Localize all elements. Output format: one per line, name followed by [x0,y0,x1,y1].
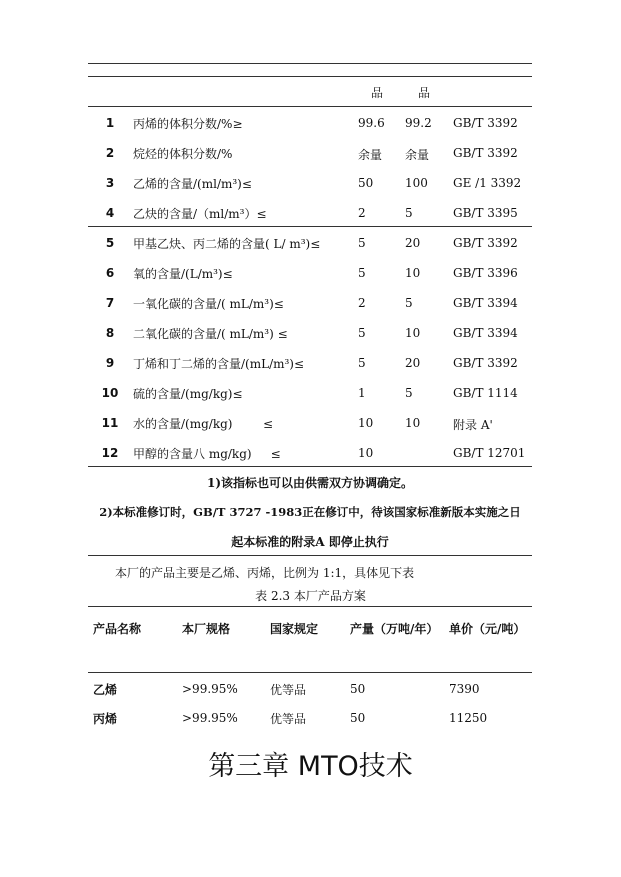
annual-output: 50 [350,682,366,696]
table-bottom-rule [88,466,532,467]
value-first: 99.2 [405,116,432,130]
chapter-title: 第三章 MTO技术 [208,751,413,782]
value-superior: 99.6 [358,116,385,130]
product-table-caption: 表 2.3 本厂产品方案 [255,589,366,603]
national-grade: 优等品 [270,683,307,697]
item-name: 水的含量/(mg/kg) ≤ [133,417,274,431]
header-rule [88,76,532,77]
row-number: 6 [105,266,115,280]
item-name: 二氧化碳的含量/( mL/m³) ≤ [133,327,288,341]
row-number: 5 [105,236,115,250]
item-name: 氧的含量/(L/m³)≤ [133,267,233,281]
unit-price: 7390 [449,682,480,696]
test-standard: GB/T 3396 [453,266,518,280]
value-first: 10 [405,326,421,340]
plant-spec: >99.95% [182,682,238,696]
item-name: 烷烃的体积分数/% [133,147,233,161]
test-standard: 附录 A' [453,418,493,432]
item-name: 甲基乙炔、丙二烯的含量( L/ m³)≤ [133,237,321,251]
footnote-1: 1)该指标也可以由供需双方协调确定。 [206,476,414,490]
value-superior: 2 [358,206,366,220]
item-name: 乙烯的含量/(ml/m³)≤ [133,177,252,191]
test-standard: GB/T 3392 [453,356,518,370]
value-first: 5 [405,296,413,310]
value-first: 20 [405,356,421,370]
plant-spec: >99.95% [182,711,238,725]
test-standard: GB/T 12701 [453,446,526,460]
unit-price: 11250 [449,711,488,725]
notes-bottom-rule [88,555,532,556]
item-name: 硫的含量/(mg/kg)≤ [133,387,243,401]
footnote-3: 起本标准的附录A 即停止执行 [231,535,389,549]
value-first: 100 [405,176,428,190]
item-name: 甲醇的含量八 mg/kg) ≤ [133,447,281,461]
row-number: 11 [101,416,119,430]
value-superior: 2 [358,296,366,310]
row-number: 3 [105,176,115,190]
row-number: 7 [105,296,115,310]
grade-header-2: 品 [418,86,431,100]
value-first: 10 [405,416,421,430]
product-name: 乙烯 [93,683,118,697]
test-standard: GB/T 3392 [453,146,518,160]
value-superior: 5 [358,236,366,250]
header-product-name: 产品名称 [93,622,142,636]
header-bottom-rule [88,106,532,107]
annual-output: 50 [350,711,366,725]
row-number: 9 [105,356,115,370]
value-first: 余量 [405,148,430,162]
value-first: 5 [405,206,413,220]
intro-paragraph: 本厂的产品主要是乙烯、丙烯，比例为 1:1，具体见下表 [115,566,415,580]
value-superior: 10 [358,446,374,460]
test-standard: GB/T 3392 [453,116,518,130]
value-superior: 5 [358,266,366,280]
item-name: 一氧化碳的含量/( mL/m³)≤ [133,297,284,311]
value-superior: 5 [358,356,366,370]
item-name: 丁烯和丁二烯的含量/(mL/m³)≤ [133,357,305,371]
value-superior: 5 [358,326,366,340]
test-standard: GB/T 3394 [453,296,518,310]
value-superior: 50 [358,176,374,190]
row-number: 12 [101,446,119,460]
test-standard: GB/T 3395 [453,206,518,220]
top-rule [88,63,532,64]
value-superior: 余量 [358,148,383,162]
value-first: 20 [405,236,421,250]
section-rule [88,226,532,227]
footnote-2: 2)本标准修订时，GB/T 3727 -1983正在修订中，待该国家标准新版本实施之日 [99,505,521,519]
test-standard: GE /1 3392 [453,176,522,190]
value-first: 10 [405,266,421,280]
row-number: 4 [105,206,115,220]
header-output: 产量（万吨/年） [350,622,439,636]
product-table-top-rule [88,606,532,607]
header-plant-spec: 本厂规格 [182,622,231,636]
row-number: 2 [105,146,115,160]
header-national-standard: 国家规定 [270,622,319,636]
row-number: 10 [101,386,119,400]
item-name: 丙烯的体积分数/%≥ [133,117,243,131]
product-name: 丙烯 [93,712,118,726]
test-standard: GB/T 3394 [453,326,518,340]
national-grade: 优等品 [270,712,307,726]
item-name: 乙炔的含量/（ml/m³）≤ [133,207,267,221]
value-superior: 1 [358,386,366,400]
row-number: 8 [105,326,115,340]
grade-header-1: 品 [371,86,384,100]
product-header-bottom-rule [88,672,532,673]
value-first: 5 [405,386,413,400]
row-number: 1 [105,116,115,130]
value-superior: 10 [358,416,374,430]
test-standard: GB/T 1114 [453,386,518,400]
test-standard: GB/T 3392 [453,236,518,250]
header-unit-price: 单价（元/吨） [449,622,526,636]
